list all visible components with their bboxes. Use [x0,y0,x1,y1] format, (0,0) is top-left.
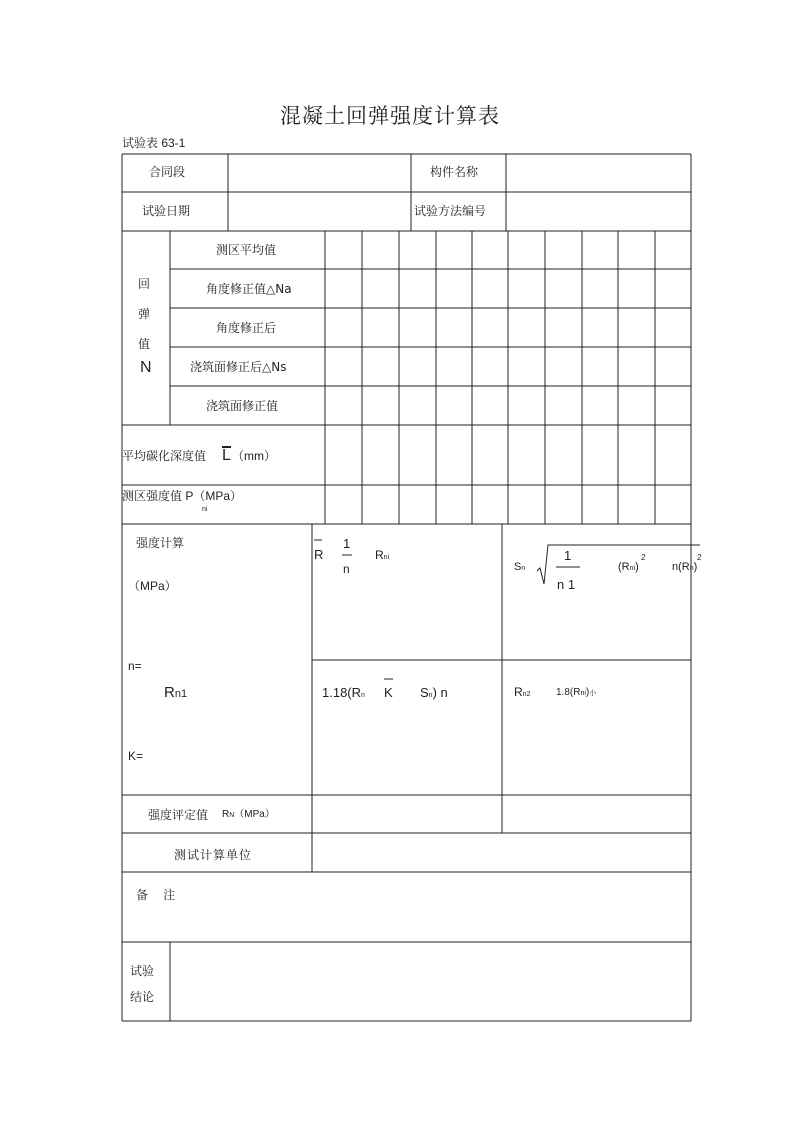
sqrt-one: 1 [564,548,572,563]
sqrt-square-2: 2 [697,553,702,562]
remarks-label: 备 注 [136,888,176,902]
strength-calc-label: 强度计算 [136,536,185,550]
sn-symbol: Sn [514,561,526,573]
sqrt-rni-term: (Rni) [618,561,639,573]
conclusion-label-line1: 试验 [130,964,155,978]
carbonation-symbol: L [222,447,231,464]
document-title: 混凝土回弹强度计算表 [280,104,500,128]
sqrt-nrn-term: n(Rn) [672,561,698,573]
mean-rni: Rni [375,548,390,562]
row-after-casting-correction: 浇筑面修正后△Ns [190,360,287,374]
form-number: 试验表 63-1 [122,136,186,150]
mean-one: 1 [343,536,351,551]
rebound-symbol-n: N [140,359,152,376]
formula-118-sn: Sn) n [420,685,448,700]
k-label: K= [128,749,144,763]
unit-row-label: 测试计算单位 [174,848,253,862]
zone-strength-subscript: ni [202,506,208,513]
carbonation-label: 平均碳化深度值 [122,449,207,463]
row-angle-correction: 角度修正值△Na [206,282,292,296]
contract-section-label: 合同段 [149,165,186,179]
rebound-char-3: 值 [138,337,151,351]
formula-118: 1.18(Rn [322,685,365,700]
test-date-label: 试验日期 [142,204,191,218]
mean-n: n [343,562,350,576]
carbonation-unit: （mm） [232,449,276,463]
evaluation-rn: RN（MPa） [222,809,275,820]
n-label: n= [128,659,142,673]
rn1-symbol: Rn1 [164,684,188,701]
rebound-char-1: 回 [138,277,151,291]
rebound-char-2: 弹 [138,307,151,321]
strength-calc-unit: （MPa） [128,579,177,593]
sqrt-n-minus-1: n 1 [557,577,576,592]
zone-strength-label: 测区强度值 P（MPa） [122,489,243,503]
member-name-label: 构件名称 [430,165,479,179]
conclusion-label-line2: 结论 [130,990,155,1004]
row-zone-average: 测区平均值 [216,243,277,257]
formula-118-k: K [384,685,393,700]
test-method-no-label: 试验方法编号 [414,204,487,218]
formula-18: 1.8(Rni)小 [556,687,597,698]
row-casting-correction: 浇筑面修正值 [206,399,279,413]
row-after-angle-correction: 角度修正后 [216,321,277,335]
mean-r-symbol: R [314,547,324,562]
sqrt-square-1: 2 [641,553,646,562]
evaluation-label: 强度评定值 [148,808,209,822]
rn2-symbol: Rn2 [514,685,531,699]
